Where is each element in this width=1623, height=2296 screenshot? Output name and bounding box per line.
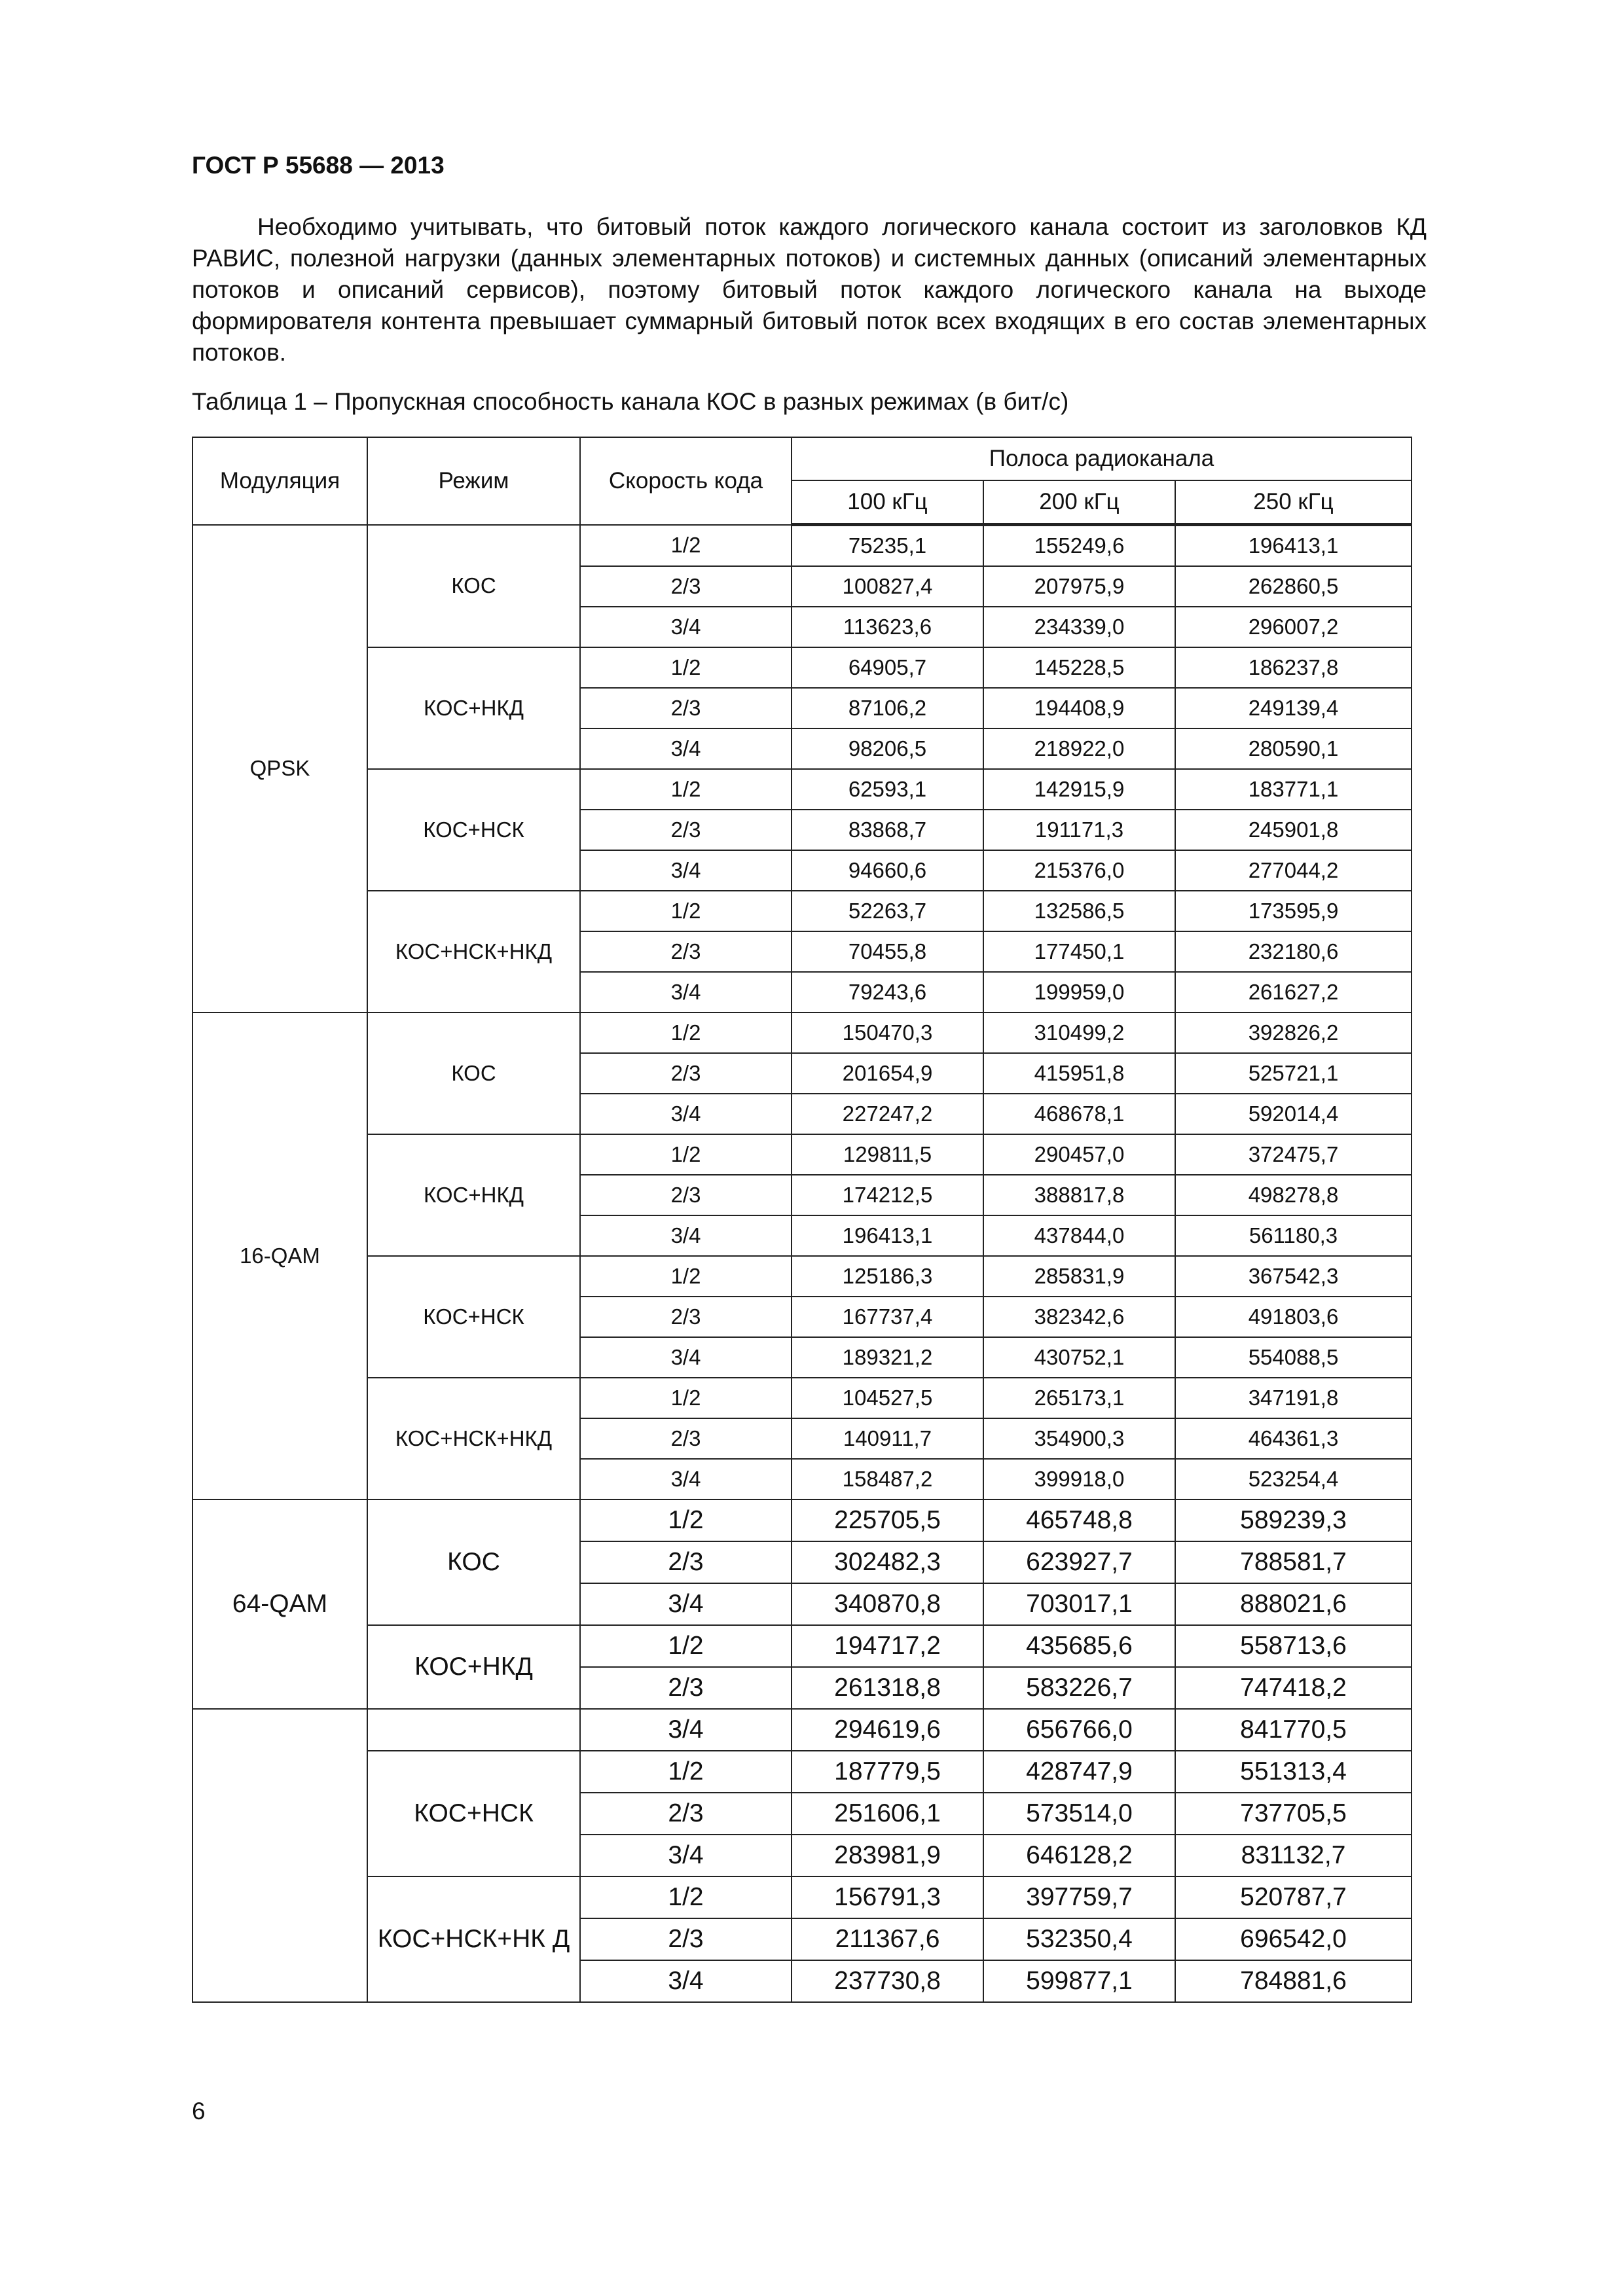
mode-cell: КОС+НСК (367, 1751, 580, 1876)
value-cell: 100827,4 (792, 566, 983, 607)
rate-cell: 2/3 (580, 931, 792, 972)
value-cell: 703017,1 (983, 1583, 1175, 1625)
value-cell: 525721,1 (1175, 1053, 1412, 1094)
value-cell: 290457,0 (983, 1134, 1175, 1175)
body-paragraph: Необходимо учитывать, что битовый поток каждого логического канала состоит из заголовков КД РАВИС, полезной нагрузки (данных элементарных потоков) и системных данных (описаний элементарных потоков и описаний сервисов), поэтому битовый поток каждого логического канала на выходе формирователя контента превышает суммарный битовый поток всех входящих в его состав элементарных потоков. (192, 213, 1427, 366)
value-cell: 551313,4 (1175, 1751, 1412, 1793)
value-cell: 251606,1 (792, 1793, 983, 1835)
value-cell: 558713,6 (1175, 1625, 1412, 1667)
rate-cell: 2/3 (580, 1667, 792, 1709)
mode-cell: КОС (367, 1499, 580, 1625)
value-cell: 196413,1 (792, 1215, 983, 1256)
value-cell: 285831,9 (983, 1256, 1175, 1297)
value-cell: 532350,4 (983, 1918, 1175, 1960)
value-cell: 150470,3 (792, 1013, 983, 1053)
value-cell: 788581,7 (1175, 1541, 1412, 1583)
value-cell: 189321,2 (792, 1337, 983, 1378)
rate-cell: 3/4 (580, 1835, 792, 1876)
table-row (192, 1751, 1412, 1793)
value-cell: 498278,8 (1175, 1175, 1412, 1215)
rate-cell: 3/4 (580, 1709, 792, 1751)
rate-cell: 3/4 (580, 1094, 792, 1134)
value-cell: 340870,8 (792, 1583, 983, 1625)
rate-cell: 1/2 (580, 1134, 792, 1175)
table-row (192, 1256, 1412, 1297)
value-cell: 174212,5 (792, 1175, 983, 1215)
value-cell: 283981,9 (792, 1835, 983, 1876)
value-cell: 392826,2 (1175, 1013, 1412, 1053)
value-cell: 94660,6 (792, 850, 983, 891)
value-cell: 430752,1 (983, 1337, 1175, 1378)
value-cell: 132586,5 (983, 891, 1175, 931)
rate-cell: 3/4 (580, 1583, 792, 1625)
value-cell: 140911,7 (792, 1418, 983, 1459)
value-cell: 211367,6 (792, 1918, 983, 1960)
table-row (192, 1134, 1412, 1175)
rate-cell: 3/4 (580, 850, 792, 891)
value-cell: 237730,8 (792, 1960, 983, 2002)
rate-cell: 1/2 (580, 1751, 792, 1793)
value-cell: 199959,0 (983, 972, 1175, 1013)
rate-cell: 2/3 (580, 1175, 792, 1215)
rate-cell: 1/2 (580, 769, 792, 810)
table-row (192, 1378, 1412, 1418)
value-cell: 227247,2 (792, 1094, 983, 1134)
value-cell: 173595,9 (1175, 891, 1412, 931)
mode-cell: КОС+НСК+НКД (367, 1378, 580, 1499)
value-cell: 561180,3 (1175, 1215, 1412, 1256)
value-cell: 186237,8 (1175, 647, 1412, 688)
value-cell: 623927,7 (983, 1541, 1175, 1583)
value-cell: 104527,5 (792, 1378, 983, 1418)
value-cell: 428747,9 (983, 1751, 1175, 1793)
value-cell: 888021,6 (1175, 1583, 1412, 1625)
header-code-rate: Скорость кода (580, 437, 792, 525)
rate-cell: 1/2 (580, 1256, 792, 1297)
value-cell: 294619,6 (792, 1709, 983, 1751)
value-cell: 696542,0 (1175, 1918, 1412, 1960)
header-250khz: 250 кГц (1175, 480, 1412, 525)
value-cell: 245901,8 (1175, 810, 1412, 850)
mode-cell: КОС (367, 525, 580, 648)
value-cell: 372475,7 (1175, 1134, 1412, 1175)
rate-cell: 3/4 (580, 972, 792, 1013)
value-cell: 583226,7 (983, 1667, 1175, 1709)
rate-cell: 3/4 (580, 1459, 792, 1499)
table-row (192, 1625, 1412, 1667)
value-cell: 397759,7 (983, 1876, 1175, 1918)
value-cell: 113623,6 (792, 607, 983, 647)
value-cell: 225705,5 (792, 1499, 983, 1541)
value-cell: 599877,1 (983, 1960, 1175, 2002)
rate-cell: 2/3 (580, 1541, 792, 1583)
value-cell: 831132,7 (1175, 1835, 1412, 1876)
rate-cell: 2/3 (580, 1418, 792, 1459)
value-cell: 218922,0 (983, 728, 1175, 769)
mode-cell: КОС (367, 1013, 580, 1134)
value-cell: 262860,5 (1175, 566, 1412, 607)
mode-cell-empty (367, 1709, 580, 1751)
mode-cell: КОС+НСК+НК Д (367, 1876, 580, 2002)
value-cell: 261627,2 (1175, 972, 1412, 1013)
table-row (192, 769, 1412, 810)
value-cell: 747418,2 (1175, 1667, 1412, 1709)
mode-cell: КОС+НСК (367, 769, 580, 891)
table-row (192, 891, 1412, 931)
rate-cell: 2/3 (580, 566, 792, 607)
value-cell: 415951,8 (983, 1053, 1175, 1094)
value-cell: 155249,6 (983, 525, 1175, 567)
value-cell: 232180,6 (1175, 931, 1412, 972)
table-row (192, 647, 1412, 688)
document-header: ГОСТ Р 55688 — 2013 (192, 152, 445, 179)
value-cell: 187779,5 (792, 1751, 983, 1793)
mode-cell: КОС+НСК+НКД (367, 891, 580, 1013)
rate-cell: 3/4 (580, 1960, 792, 2002)
table-row (192, 1013, 1412, 1053)
value-cell: 367542,3 (1175, 1256, 1412, 1297)
value-cell: 523254,4 (1175, 1459, 1412, 1499)
value-cell: 302482,3 (792, 1541, 983, 1583)
rate-cell: 1/2 (580, 1625, 792, 1667)
table-caption: Таблица 1 – Пропускная способность канала КОС в разных режимах (в бит/с) (192, 388, 1069, 415)
value-cell: 573514,0 (983, 1793, 1175, 1835)
value-cell: 491803,6 (1175, 1297, 1412, 1337)
value-cell: 388817,8 (983, 1175, 1175, 1215)
value-cell: 183771,1 (1175, 769, 1412, 810)
value-cell: 784881,6 (1175, 1960, 1412, 2002)
header-100khz: 100 кГц (792, 480, 983, 525)
value-cell: 234339,0 (983, 607, 1175, 647)
table-row (192, 1499, 1412, 1541)
value-cell: 215376,0 (983, 850, 1175, 891)
value-cell: 589239,3 (1175, 1499, 1412, 1541)
modulation-cell: QPSK (192, 525, 367, 1013)
value-cell: 354900,3 (983, 1418, 1175, 1459)
value-cell: 167737,4 (792, 1297, 983, 1337)
modulation-cell: 64-QAM (192, 1499, 367, 1709)
value-cell: 156791,3 (792, 1876, 983, 1918)
value-cell: 437844,0 (983, 1215, 1175, 1256)
rate-cell: 3/4 (580, 607, 792, 647)
value-cell: 592014,4 (1175, 1094, 1412, 1134)
header-modulation: Модуляция (192, 437, 367, 525)
table-row (192, 1709, 1412, 1751)
value-cell: 277044,2 (1175, 850, 1412, 891)
value-cell: 125186,3 (792, 1256, 983, 1297)
value-cell: 465748,8 (983, 1499, 1175, 1541)
value-cell: 196413,1 (1175, 525, 1412, 567)
value-cell: 435685,6 (983, 1625, 1175, 1667)
value-cell: 265173,1 (983, 1378, 1175, 1418)
value-cell: 87106,2 (792, 688, 983, 728)
value-cell: 261318,8 (792, 1667, 983, 1709)
rate-cell: 2/3 (580, 810, 792, 850)
rate-cell: 1/2 (580, 891, 792, 931)
value-cell: 64905,7 (792, 647, 983, 688)
modulation-cell-empty (192, 1709, 367, 2002)
rate-cell: 2/3 (580, 1297, 792, 1337)
value-cell: 280590,1 (1175, 728, 1412, 769)
header-200khz: 200 кГц (983, 480, 1175, 525)
rate-cell: 2/3 (580, 688, 792, 728)
value-cell: 554088,5 (1175, 1337, 1412, 1378)
value-cell: 520787,7 (1175, 1876, 1412, 1918)
value-cell: 656766,0 (983, 1709, 1175, 1751)
rate-cell: 1/2 (580, 1378, 792, 1418)
value-cell: 129811,5 (792, 1134, 983, 1175)
rate-cell: 3/4 (580, 728, 792, 769)
value-cell: 646128,2 (983, 1835, 1175, 1876)
value-cell: 464361,3 (1175, 1418, 1412, 1459)
value-cell: 841770,5 (1175, 1709, 1412, 1751)
value-cell: 75235,1 (792, 525, 983, 567)
mode-cell: КОС+НСК (367, 1256, 580, 1378)
rate-cell: 1/2 (580, 647, 792, 688)
value-cell: 62593,1 (792, 769, 983, 810)
value-cell: 70455,8 (792, 931, 983, 972)
rate-cell: 2/3 (580, 1053, 792, 1094)
rate-cell: 2/3 (580, 1793, 792, 1835)
mode-cell: КОС+НКД (367, 647, 580, 769)
value-cell: 79243,6 (792, 972, 983, 1013)
value-cell: 191171,3 (983, 810, 1175, 850)
page-number: 6 (192, 2098, 206, 2125)
value-cell: 52263,7 (792, 891, 983, 931)
value-cell: 347191,8 (1175, 1378, 1412, 1418)
value-cell: 249139,4 (1175, 688, 1412, 728)
header-bandwidth: Полоса радиоканала (792, 437, 1412, 480)
mode-cell: КОС+НКД (367, 1134, 580, 1256)
value-cell: 201654,9 (792, 1053, 983, 1094)
rate-cell: 3/4 (580, 1215, 792, 1256)
value-cell: 207975,9 (983, 566, 1175, 607)
table-row (192, 525, 1412, 567)
header-mode: Режим (367, 437, 580, 525)
value-cell: 296007,2 (1175, 607, 1412, 647)
value-cell: 399918,0 (983, 1459, 1175, 1499)
rate-cell: 1/2 (580, 1876, 792, 1918)
value-cell: 194717,2 (792, 1625, 983, 1667)
rate-cell: 1/2 (580, 525, 792, 567)
table-row (192, 1876, 1412, 1918)
rate-cell: 3/4 (580, 1337, 792, 1378)
value-cell: 142915,9 (983, 769, 1175, 810)
value-cell: 145228,5 (983, 647, 1175, 688)
modulation-cell: 16-QAM (192, 1013, 367, 1499)
value-cell: 194408,9 (983, 688, 1175, 728)
value-cell: 98206,5 (792, 728, 983, 769)
bandwidth-table (192, 437, 1412, 2003)
rate-cell: 1/2 (580, 1499, 792, 1541)
rate-cell: 1/2 (580, 1013, 792, 1053)
value-cell: 737705,5 (1175, 1793, 1412, 1835)
rate-cell: 2/3 (580, 1918, 792, 1960)
value-cell: 177450,1 (983, 931, 1175, 972)
value-cell: 468678,1 (983, 1094, 1175, 1134)
value-cell: 310499,2 (983, 1013, 1175, 1053)
value-cell: 382342,6 (983, 1297, 1175, 1337)
mode-cell: КОС+НКД (367, 1625, 580, 1709)
value-cell: 158487,2 (792, 1459, 983, 1499)
value-cell: 83868,7 (792, 810, 983, 850)
